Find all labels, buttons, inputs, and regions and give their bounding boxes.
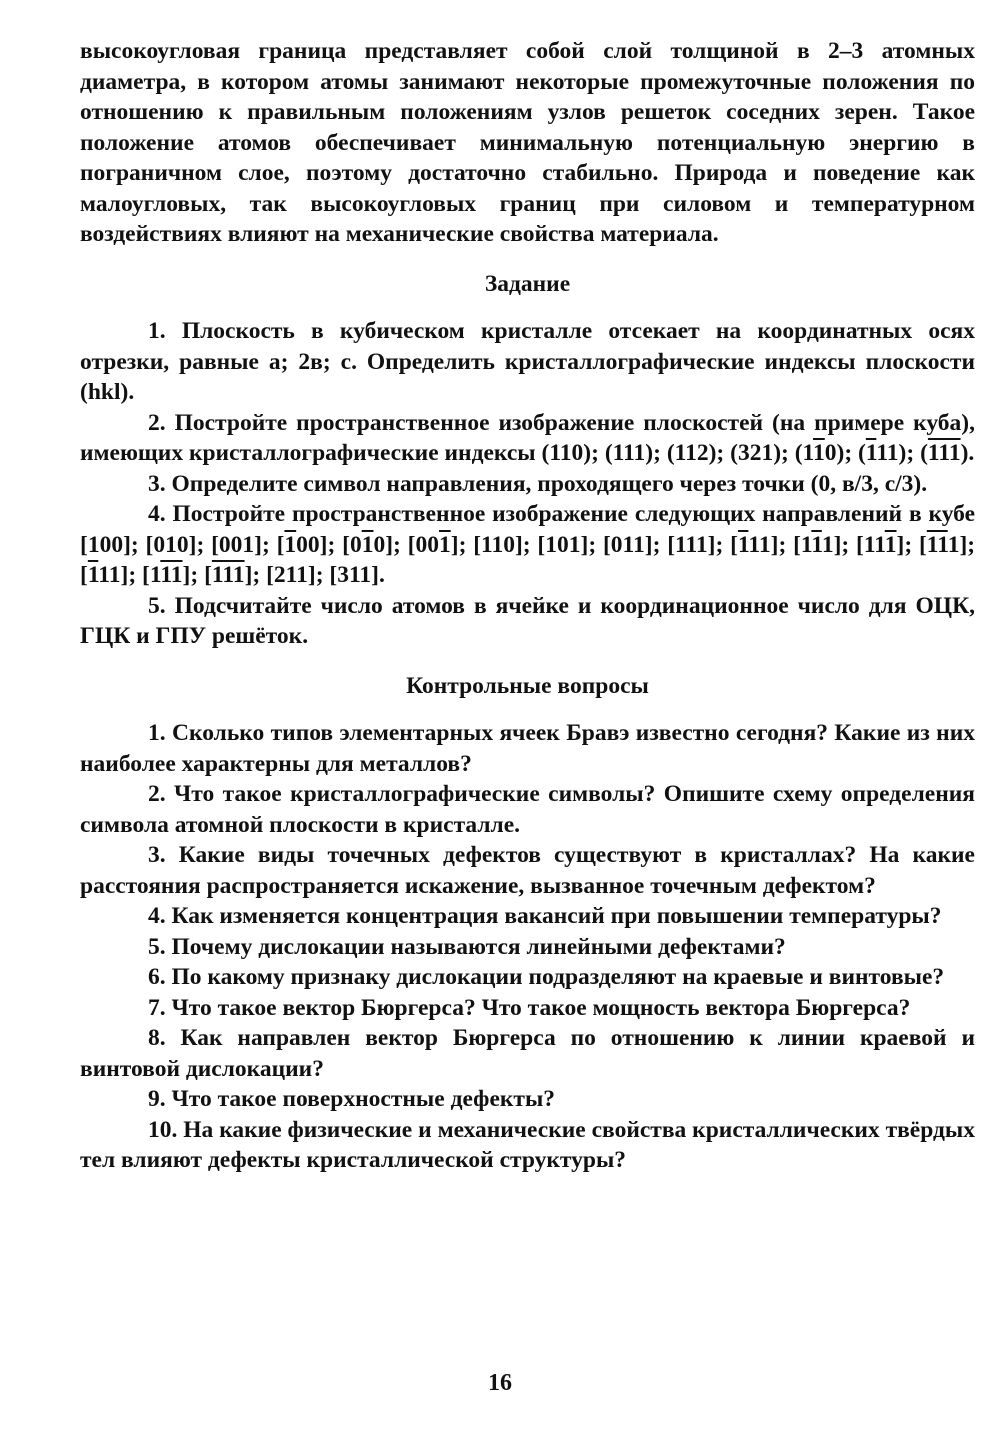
direction-index: [010] [342, 531, 394, 558]
task-item-2-text-c: 11); ( [876, 440, 928, 466]
question-item: 1. Сколько типов элементарных ячеек Бравэ известно сегодня? Какие из них наиболее характерны для металлов? [80, 720, 975, 777]
direction-index: [111] [918, 531, 968, 558]
question-item: 3. Какие виды точечных дефектов существуют в кристаллах? На какие расстояния распространяется искажение, вызванное точечным дефектом? [80, 842, 975, 899]
task-item-5: 5. Подсчитайте число атомов в ячейке и координационное число для ОЦК, ГЦК и ГПУ решёток. [80, 592, 975, 649]
task-item-4-lead: 4. Постройте пространственное изображение следующих направлений в кубе [148, 501, 975, 527]
question-item: 8. Как направлен вектор Бюргерса по отношению к линии краевой и винтовой дислокации? [80, 1025, 975, 1082]
direction-index: [001] [407, 531, 459, 558]
direction-index: [011] [602, 531, 653, 558]
overlined-index: 111 [927, 440, 961, 466]
direction-index: [111] [80, 562, 129, 588]
question-item: 6. По какому признаку дислокации подразделяют на краевые и винтовые? [148, 964, 945, 990]
direction-index: [111] [142, 562, 191, 588]
question-item: 2. Что такое кристаллографические символы? Опишите схему определения символа атомной плоскости в кристалле. [80, 781, 975, 838]
direction-index: [010] [145, 531, 197, 558]
direction-index: [001] [211, 531, 262, 558]
question-item: 10. На какие физические и механические свойства кристаллических твёрдых тел влияют дефекты кристаллической структуры? [80, 1116, 975, 1173]
task-item-1: 1. Плоскость в кубическом кристалле отсекает на координатных осях отрезки, равные а; 2в; с. Определить кристаллографические индексы плоскости (hkl). [80, 318, 975, 405]
intro-paragraph: высокоугловая граница представляет собой слой толщиной в 2–3 атомных диаметра, в котором атомы занимают некоторые промежуточные положения по отношению к правильным положениям узлов решеток соседних зерен. Такое положение атомов обеспечивает минимальную потенциальную энергию в пограничном слое, поэтому достаточно стабильно. Природа и поведение как малоугловых, так высокоугловых границ при силовом и температурном воздействиях влияют на механические свойства материала. [80, 38, 975, 247]
direction-index: [110] [473, 531, 523, 558]
direction-index: [311] [329, 562, 380, 588]
direction-index: [111] [793, 531, 842, 558]
questions-heading: Контрольные вопросы [406, 672, 649, 699]
direction-index: [111] [667, 531, 716, 558]
direction-index: [111] [730, 531, 779, 558]
task-item-2-text-b: 0); ( [824, 440, 866, 466]
direction-index: [211] [266, 562, 316, 588]
direction-index: [111] [204, 562, 253, 588]
overlined-index: 1 [865, 440, 877, 466]
task-item-3: 3. Определите символ направления, проходящего через точки (0, в/3, с/3). [148, 470, 928, 497]
task-item-2 [80, 408, 975, 469]
question-item: 7. Что такое вектор Бюргерса? Что такое мощность вектора Бюргерса? [148, 994, 911, 1021]
task-item-4 [80, 499, 975, 591]
question-item: 5. Почему дислокации называются линейными дефектами? [148, 933, 786, 960]
question-item: 4. Как изменяется концентрация вакансий при повышении температуры? [148, 903, 942, 929]
question-item: 9. Что такое поверхностные дефекты? [148, 1086, 556, 1112]
task-item-4-tail: . [379, 562, 385, 588]
task-item-2-text-d: ). [960, 440, 975, 466]
direction-index: [101] [537, 531, 589, 558]
overlined-index: 1 [813, 440, 825, 466]
task-item-2-text-a: 2. Постройте пространственное изображение плоскостей (на примере куба), имеющих кристаллографические индексы (110); (111); (112); (321); (1 [80, 409, 975, 466]
direction-index: [111] [856, 531, 905, 558]
task-heading: Задание [484, 270, 571, 297]
direction-index: [100] [276, 531, 328, 558]
page-content [80, 36, 975, 1176]
questions-list [80, 718, 975, 1176]
direction-list: [100]; [010]; [001]; [100]; [010]; [001]; [110]; [101]; [011]; [111]; [111]; [111]; [111]; [111]; [111]; [111]; [111]; [211]; [311] [80, 531, 976, 588]
direction-index: [100] [80, 531, 131, 558]
page-number: 16 [488, 1370, 512, 1396]
